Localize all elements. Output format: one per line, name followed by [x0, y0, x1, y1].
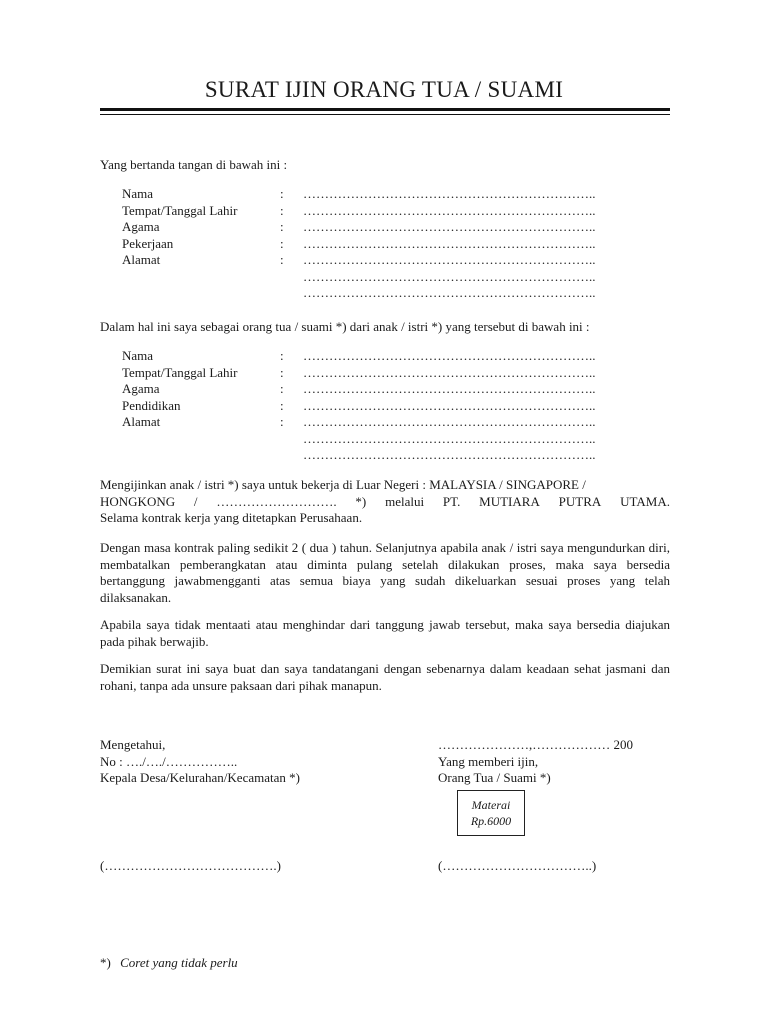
field-row	[122, 447, 642, 464]
field-row	[122, 381, 642, 398]
field-blank[interactable]: …………………………………………………………..	[303, 397, 596, 413]
field-row	[122, 269, 642, 286]
closing-paragraph: Demikian surat ini saya buat dan saya tandatangani dengan sebenarnya dalam keadaan sehat jasmani dan rohani, tanpa ada unsure paksaan dari pihak manapun.	[100, 661, 670, 693]
field-blank[interactable]: …………………………………………………………..	[303, 348, 596, 363]
consent-paragraph	[100, 477, 670, 527]
footnote	[100, 955, 238, 972]
field-colon: :	[280, 202, 284, 218]
field-blank[interactable]: …………………………………………………………..	[303, 235, 596, 251]
reference-number[interactable]: No : …./…./……………..	[100, 753, 238, 769]
field-label: Alamat	[122, 414, 161, 429]
field-blank[interactable]: …………………………………………………………..	[303, 252, 596, 267]
field-blank[interactable]: …………………………………………………………..	[303, 285, 596, 300]
field-colon: :	[280, 414, 284, 429]
consent-word: HONGKONG	[100, 493, 176, 509]
field-blank[interactable]: …………………………………………………………..	[303, 186, 596, 201]
field-blank[interactable]: …………………………………………………………..	[303, 381, 596, 396]
title-underline-thin	[100, 114, 670, 115]
field-blank[interactable]: …………………………………………………………..	[303, 430, 596, 446]
field-colon: :	[280, 364, 284, 380]
field-row	[122, 398, 642, 415]
field-row	[122, 252, 642, 269]
field-colon: :	[280, 252, 284, 267]
field-colon: :	[280, 381, 284, 396]
field-blank[interactable]: …………………………………………………………..	[303, 414, 596, 429]
title-underline-thick	[100, 108, 670, 111]
consent-word: PUTRA	[558, 493, 602, 509]
field-row	[122, 203, 642, 220]
materai-stamp-box	[457, 790, 525, 836]
consent-line-1: Mengijinkan anak / istri *) saya untuk bekerja di Luar Negeri : MALAYSIA / SINGAPORE /	[100, 477, 586, 492]
permission-giver-label: Yang memberi ijin,	[438, 753, 539, 769]
acknowledged-label: Mengetahui,	[100, 737, 166, 752]
field-row	[122, 431, 642, 448]
consent-line-2	[100, 494, 670, 511]
footnote-mark: *)	[100, 955, 111, 970]
field-colon: :	[280, 348, 284, 363]
field-blank[interactable]: …………………………………………………………..	[303, 202, 596, 218]
field-label: Pendidikan	[122, 397, 181, 413]
field-row	[122, 365, 642, 382]
field-label: Agama	[122, 381, 160, 396]
field-colon: :	[280, 397, 284, 413]
field-blank[interactable]: …………………………………………………………..	[303, 364, 596, 380]
right-signature-block	[438, 737, 633, 787]
intro-text: Yang bertanda tangan di bawah ini :	[100, 157, 288, 172]
consent-word: UTAMA.	[620, 493, 670, 509]
signer-fields	[122, 186, 642, 302]
right-signature-line[interactable]: (……………………………..)	[438, 858, 597, 873]
field-label: Pekerjaan	[122, 235, 174, 251]
field-blank[interactable]: …………………………………………………………..	[303, 447, 596, 462]
field-blank[interactable]: …………………………………………………………..	[303, 268, 596, 284]
field-row	[122, 348, 642, 365]
place-date-line[interactable]: …………………,……………… 200	[438, 737, 633, 752]
footnote-text: Coret yang tidak perlu	[120, 955, 238, 970]
field-row	[122, 186, 642, 203]
parent-husband-label: Orang Tua / Suami *)	[438, 770, 551, 785]
field-colon: :	[280, 235, 284, 251]
sanction-paragraph: Apabila saya tidak mentaati atau menghindar dari tanggung jawab tersebut, maka saya bersedia diajukan pada pihak berwajib.	[100, 617, 670, 649]
field-label: Nama	[122, 186, 154, 201]
field-colon: :	[280, 219, 284, 234]
field-label: Alamat	[122, 252, 161, 267]
field-row	[122, 285, 642, 302]
field-label: Tempat/Tanggal Lahir	[122, 364, 238, 380]
consent-word: *)	[355, 493, 367, 509]
consent-word: melalui	[385, 493, 425, 509]
page-title: SURAT IJIN ORANG TUA / SUAMI	[204, 77, 564, 102]
field-label: Agama	[122, 219, 160, 234]
left-signature-block	[100, 737, 300, 787]
relation-text: Dalam hal ini saya sebagai orang tua / suami *) dari anak / istri *) yang tersebut di bawah ini :	[100, 319, 590, 334]
field-row	[122, 219, 642, 236]
left-signature-line[interactable]: (………………………………….)	[100, 858, 281, 873]
field-blank[interactable]: …………………………………………………………..	[303, 219, 596, 234]
consent-word: MUTIARA	[479, 493, 540, 509]
field-colon: :	[280, 186, 284, 201]
consent-word: PT.	[442, 493, 461, 509]
village-head-label: Kepala Desa/Kelurahan/Kecamatan *)	[100, 770, 300, 785]
field-row	[122, 414, 642, 431]
field-label: Nama	[122, 348, 154, 363]
field-label: Tempat/Tanggal Lahir	[122, 202, 238, 218]
materai-label: Materai	[471, 798, 511, 812]
consent-word: /	[193, 493, 198, 509]
child-fields	[122, 348, 642, 464]
consent-blank[interactable]: ……………………….	[216, 493, 337, 509]
contract-paragraph: Dengan masa kontrak paling sedikit 2 ( dua ) tahun. Selanjutnya apabila anak / istri saya mengundurkan diri, membatalkan pemberangkatan atau diminta pulang setelah dilakukan proses, maka saya bersedia bertanggung jawabmengganti atas semua biaya yang sudah dikeluarkan sesuai proses yang telah dilaksanakan.	[100, 540, 670, 605]
consent-line-3: Selama kontrak kerja yang ditetapkan Perusahaan.	[100, 510, 363, 525]
field-row	[122, 236, 642, 253]
materai-value: Rp.6000	[470, 814, 512, 828]
